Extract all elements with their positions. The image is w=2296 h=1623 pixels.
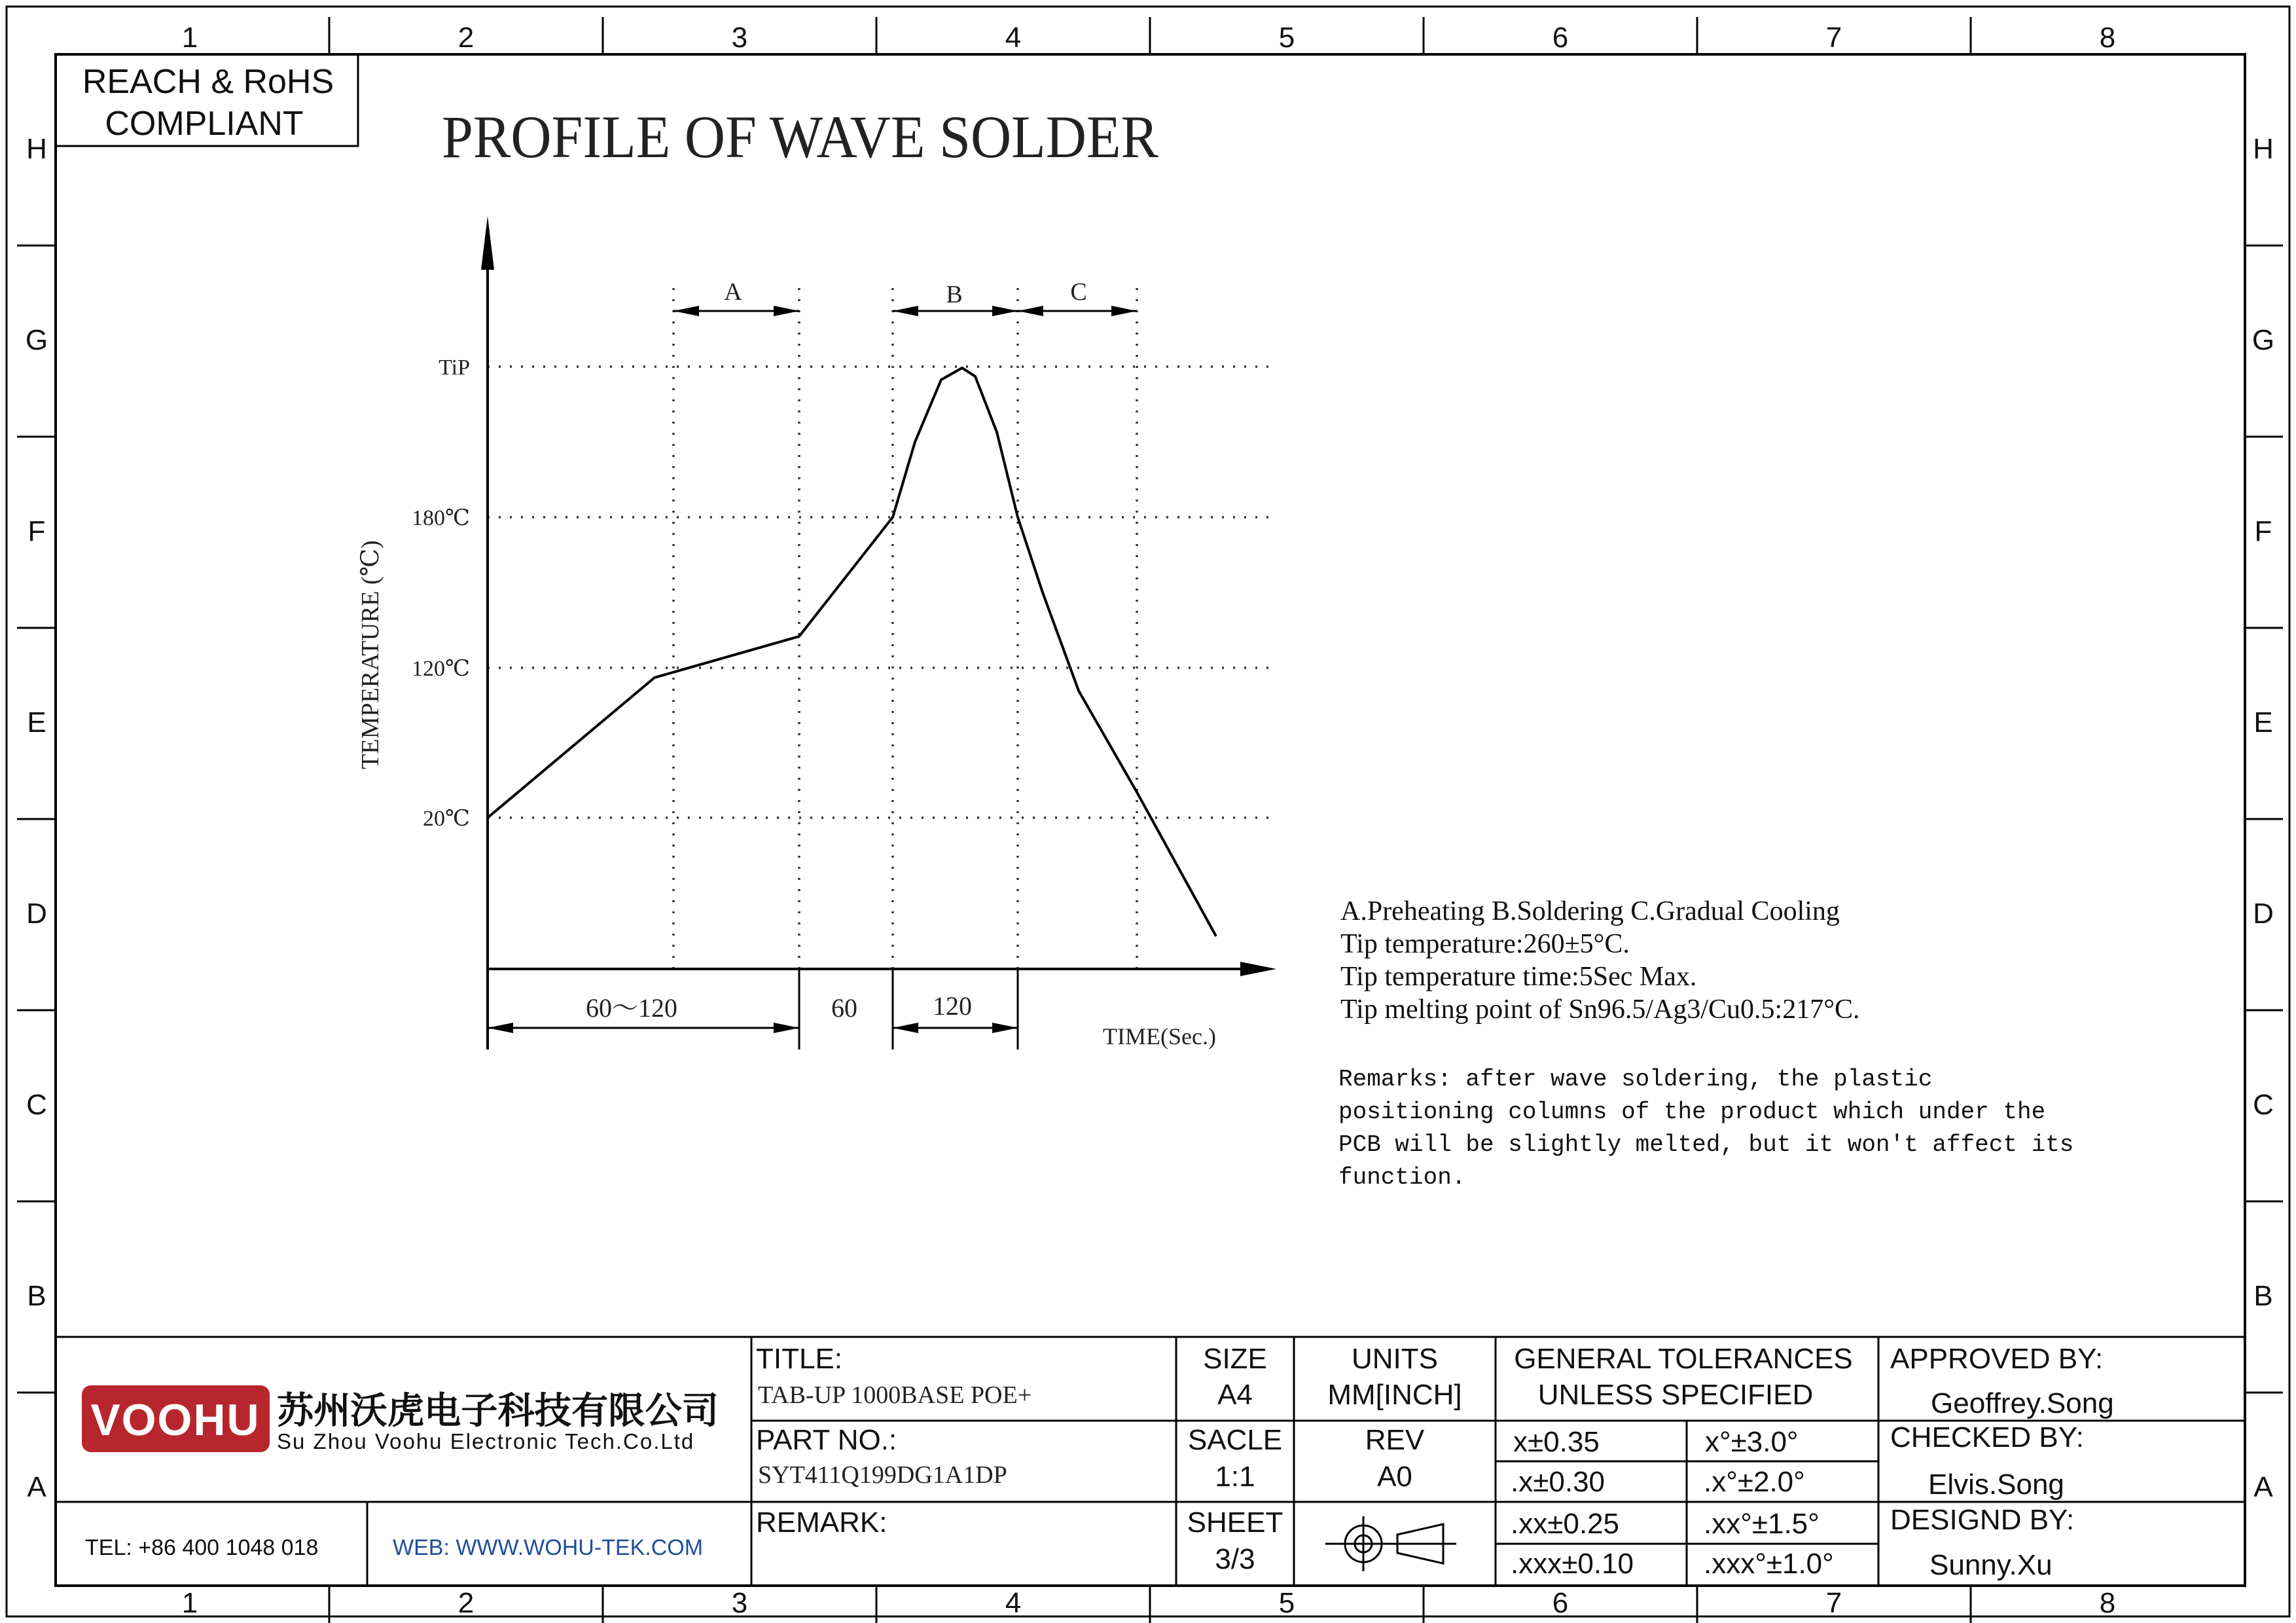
row-label: D xyxy=(26,898,47,930)
remarks-line-4: function. xyxy=(1338,1164,1466,1191)
x-axis-arrow xyxy=(1240,962,1276,976)
note-line-1: A.Preheating B.Soldering C.Gradual Cooling xyxy=(1340,896,1840,926)
part-no-value: SYT411Q199DG1A1DP xyxy=(758,1461,1007,1489)
sheet-label: SHEET xyxy=(1187,1506,1283,1539)
tol-angular-3: .xxx°±1.0° xyxy=(1704,1548,1834,1580)
solder-profile-chart xyxy=(357,216,1276,1049)
time-dimensions xyxy=(488,969,1216,1049)
row-label: H xyxy=(26,133,47,165)
title-block xyxy=(56,1337,2245,1586)
dim-label-1: 60～120 xyxy=(586,993,677,1023)
notes xyxy=(1340,896,1860,1025)
column-label: 2 xyxy=(457,1587,475,1619)
arrow-head xyxy=(1018,306,1043,316)
company-tel: TEL: +86 400 1048 018 xyxy=(85,1535,319,1560)
arrow-head xyxy=(774,1023,799,1033)
size-label: SIZE xyxy=(1203,1343,1267,1375)
remarks xyxy=(1338,1066,2073,1191)
y-level-labels xyxy=(412,356,470,831)
arrow-head xyxy=(893,306,918,316)
arrow-head xyxy=(992,1023,1018,1033)
tol-linear-3: .xxx±0.10 xyxy=(1511,1548,1634,1580)
company-logo-text: VOOHU xyxy=(90,1395,260,1445)
rev-value: A0 xyxy=(1377,1461,1412,1493)
column-label: 6 xyxy=(1552,1587,1569,1619)
note-line-4: Tip melting point of Sn96.5/Ag3/Cu0.5:217°C. xyxy=(1340,994,1860,1025)
row-label: A xyxy=(27,1471,46,1503)
tol-linear-1: .x±0.30 xyxy=(1511,1466,1605,1498)
row-label: G xyxy=(25,324,48,356)
arrow-head xyxy=(774,306,799,316)
y-level-label: 120℃ xyxy=(411,657,470,681)
column-label: 8 xyxy=(2099,1587,2116,1619)
arrow-head xyxy=(893,1023,918,1033)
row-label: C xyxy=(2253,1089,2274,1121)
column-label: 5 xyxy=(1278,1587,1295,1619)
title-value: TAB-UP 1000BASE POE+ xyxy=(758,1381,1032,1409)
remarks-line-3: PCB will be slightly melted, but it won't affect its xyxy=(1338,1131,2074,1158)
dim-label-2: 60 xyxy=(831,993,857,1023)
scale-value: 1:1 xyxy=(1215,1461,1255,1493)
y-level-label: 20℃ xyxy=(422,807,470,831)
company-web: WEB: WWW.WOHU-TEK.COM xyxy=(393,1535,704,1560)
compliance-line-1: REACH & RoHS xyxy=(82,63,334,101)
row-label: F xyxy=(2254,515,2272,547)
note-line-3: Tip temperature time:5Sec Max. xyxy=(1340,962,1697,992)
row-label: E xyxy=(27,706,46,739)
title-label: TITLE: xyxy=(756,1343,843,1375)
row-label: E xyxy=(2253,706,2273,739)
scale-label: SACLE xyxy=(1187,1424,1283,1456)
part-no-label: PART NO.: xyxy=(756,1424,897,1456)
company-name-en: Su Zhou Voohu Electronic Tech.Co.Ltd xyxy=(277,1429,695,1453)
approved-value: Geoffrey.Song xyxy=(1931,1387,2114,1419)
arrow-head xyxy=(1111,306,1137,316)
tolerances-header-1: GENERAL TOLERANCES xyxy=(1514,1343,1853,1375)
column-label: 8 xyxy=(2099,22,2116,54)
tol-angular-0: x°±3.0° xyxy=(1705,1426,1799,1458)
column-label: 3 xyxy=(731,22,748,54)
zone-label-c: C xyxy=(1070,278,1087,306)
remarks-line-2: positioning columns of the product which under the xyxy=(1338,1099,2046,1125)
zone-label-a: A xyxy=(724,278,742,306)
tol-linear-0: x±0.35 xyxy=(1513,1426,1600,1458)
size-value: A4 xyxy=(1217,1379,1253,1411)
y-level-label: TiP xyxy=(439,356,470,380)
compliance-line-2: COMPLIANT xyxy=(105,105,304,143)
y-axis-label: TEMPERATURE (℃) xyxy=(357,540,384,769)
column-label: 7 xyxy=(1825,22,1842,54)
checked-label: CHECKED BY: xyxy=(1890,1421,2084,1453)
approved-label: APPROVED BY: xyxy=(1890,1343,2104,1375)
row-label: A xyxy=(2253,1471,2273,1503)
row-label: F xyxy=(27,515,46,547)
tolerances-header-2: UNLESS SPECIFIED xyxy=(1537,1379,1814,1411)
tol-angular-2: .xx°±1.5° xyxy=(1704,1508,1820,1540)
column-label: 4 xyxy=(1005,1587,1022,1619)
tol-angular-1: .x°±2.0° xyxy=(1704,1466,1805,1498)
zone-label-b: B xyxy=(946,281,963,308)
column-label: 4 xyxy=(1005,22,1022,54)
row-label: D xyxy=(2253,898,2274,930)
y-axis-arrow xyxy=(481,216,494,270)
column-label: 5 xyxy=(1278,22,1295,54)
row-label: B xyxy=(2253,1280,2273,1312)
arrow-head xyxy=(488,1023,513,1033)
column-label: 6 xyxy=(1552,22,1569,54)
units-label: UNITS xyxy=(1352,1343,1438,1375)
row-label: G xyxy=(2251,324,2275,356)
x-axis-label: TIME(Sec.) xyxy=(1103,1023,1216,1049)
temperature-profile-line xyxy=(488,368,1216,936)
column-label: 3 xyxy=(731,1587,748,1619)
column-label: 1 xyxy=(181,22,198,54)
projection-symbol-icon xyxy=(1325,1516,1456,1571)
designed-label: DESIGND BY: xyxy=(1890,1504,2075,1536)
checked-value: Elvis.Song xyxy=(1928,1468,2064,1501)
chart-gridlines xyxy=(488,288,1276,969)
arrow-head xyxy=(992,306,1018,316)
rev-label: REV xyxy=(1365,1424,1425,1456)
dim-label-3: 120 xyxy=(933,991,972,1021)
remark-label: REMARK: xyxy=(756,1506,888,1539)
note-line-2: Tip temperature:260±5°C. xyxy=(1340,929,1630,959)
row-label: H xyxy=(2253,133,2274,165)
zone-markers xyxy=(673,278,1137,316)
row-label: C xyxy=(26,1089,47,1121)
tol-linear-2: .xx±0.25 xyxy=(1511,1508,1620,1540)
zone-dividers xyxy=(17,17,2283,1623)
units-value: MM[INCH] xyxy=(1327,1379,1462,1411)
sheet-value: 3/3 xyxy=(1215,1543,1255,1575)
arrow-head xyxy=(673,306,699,316)
company-name-cn: 苏州沃虎电子科技有限公司 xyxy=(277,1390,719,1431)
column-label: 7 xyxy=(1825,1587,1842,1619)
remarks-line-1: Remarks: after wave soldering, the plastic xyxy=(1338,1066,1933,1093)
page-title: PROFILE OF WAVE SOLDER xyxy=(442,103,1159,170)
column-label: 1 xyxy=(181,1587,198,1619)
column-label: 2 xyxy=(457,22,475,54)
row-label: B xyxy=(27,1280,46,1312)
column-labels xyxy=(182,22,2115,1619)
y-level-label: 180℃ xyxy=(411,506,470,530)
designed-value: Sunny.Xu xyxy=(1929,1549,2053,1581)
